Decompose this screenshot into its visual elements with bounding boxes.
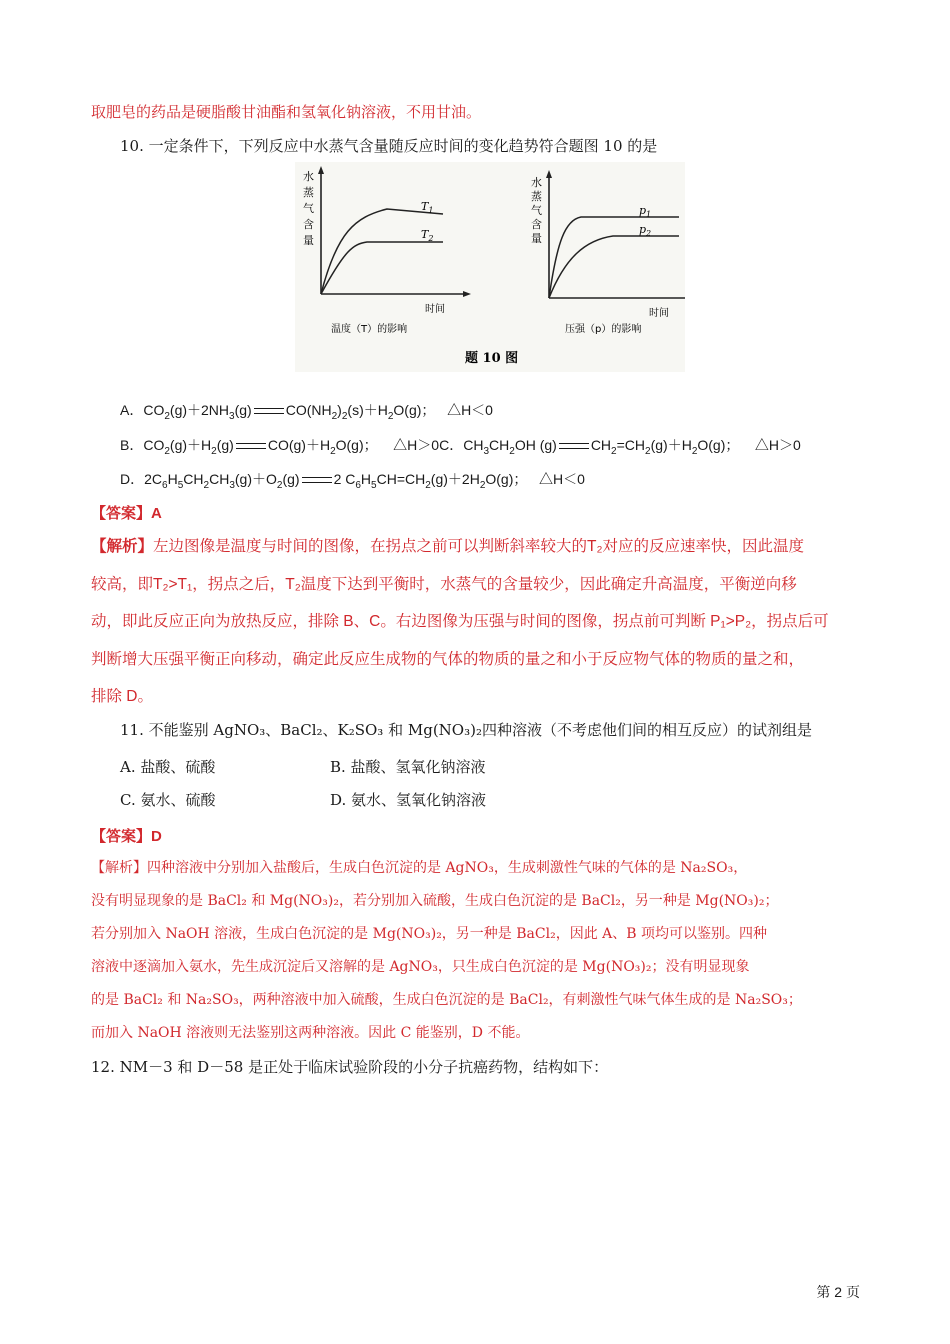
left-ylabel: 水 [303, 170, 314, 183]
q11-analysis-line-4: 溶液中逐滴加入氨水，先生成沉淀后又溶解的是 AgNO₃，只生成白色沉淀的是 Mg(NO₃)₂；没有明显现象 [91, 959, 750, 975]
svg-text:含: 含 [531, 218, 542, 231]
q10-option-a[interactable]: A．$CO_2(g)+2NH_3(g)$ $CO(NH_2)_2(s)+H_2O(g)$； △H＜0 [120, 402, 493, 422]
q11-option-a[interactable]: A. 盐酸、硫酸 [120, 758, 216, 776]
q10-analysis-line-4: 判断增大压强平衡正向移动，确定此反应生成物的气体的物质的量之和小于反应物气体的物质的量之和， [91, 650, 805, 668]
left-caption: 温度（T）的影响 [331, 324, 408, 335]
q11-analysis [91, 852, 861, 1050]
svg-text:蒸: 蒸 [303, 186, 314, 199]
right-curve1-label: $p_1$ [639, 204, 652, 219]
q11-analysis-line-3: 若分别加入 NaOH 溶液，生成白色沉淀的是 Mg(NO₃)₂，另一种是 BaCl₂，因此 A、B 项均可以鉴别。四种 [91, 926, 767, 942]
figure-title: 题 10 图 [465, 351, 519, 366]
q10-analysis-line-3: 动，即此反应正向为放热反应，排除 B、C。右边图像为压强与时间的图像，拐点前可判断 P₁>P₂，拐点后可 [91, 613, 829, 630]
svg-text:含: 含 [303, 218, 314, 231]
q10-analysis [91, 528, 861, 716]
q11-analysis-line-5: 的是 BaCl₂ 和 Na₂SO₃，两种溶液中加入硫酸，生成白色沉淀的是 BaCl₂，有刺激性气味气体生成的是 Na₂SO₃； [91, 992, 802, 1008]
q11-analysis-line-6: 而加入 NaOH 溶液则无法鉴别这两种溶液。因此 C 能鉴别，D 不能。 [91, 1025, 530, 1041]
q10-figure-graphs [295, 162, 685, 372]
q11-analysis-line-2: 没有明显现象的是 BaCl₂ 和 Mg(NO₃)₂，若分别加入硫酸，生成白色沉淀的是 BaCl₂，另一种是 Mg(NO₃)₂； [91, 893, 779, 909]
left-xlabel: 时间 [425, 304, 445, 315]
q10-stem: 10. 一定条件下，下列反应中水蒸气含量随反应时间的变化趋势符合题图 10 的是 [120, 137, 658, 155]
right-xlabel: 时间 [649, 308, 669, 319]
q11-analysis-line-1: 【解析】四种溶液中分别加入盐酸后，生成白色沉淀的是 AgNO₃，生成刺激性气味的气体的是 Na₂SO₃， [91, 860, 748, 876]
left-curve1-label: $T_1$ [421, 200, 434, 215]
q11-answer: 【答案】D [91, 828, 162, 845]
right-curve2-label: $p_2$ [639, 223, 652, 238]
q10-option-b-c[interactable]: B．$CO_2(g)+H_2(g)$ $CO(g)+H_2O(g)$； △H＞0C．$CH_3CH_2OH$ (g) $CH_2=CH_2(g)+H_2O(g)$； △H＞0 [120, 437, 801, 457]
q10-analysis-line-1: 【解析】左边图像是温度与时间的图像，在拐点之前可以判断斜率较大的T₂对应的反应速率快，因此温度 [91, 538, 805, 555]
svg-text:量: 量 [531, 232, 542, 245]
svg-text:量: 量 [303, 234, 314, 247]
q10-figure [295, 162, 685, 372]
q10-option-d[interactable]: D．$2C_6H_5CH_2CH_3(g)+O_2(g)$ 2 $C_6H_5CH=CH_2(g)+2H_2O(g)$； △H＜0 [120, 471, 585, 491]
left-curve2-label: $T_2$ [421, 228, 434, 243]
right-caption: 压强（p）的影响 [565, 324, 642, 335]
right-ylabel: 水 [531, 176, 542, 189]
svg-text:气: 气 [303, 202, 314, 215]
q10-analysis-line-5: 排除 D。 [91, 688, 154, 705]
q11-option-b[interactable]: B. 盐酸、氢氧化钠溶液 [330, 758, 486, 776]
page-number: 第 2 页 [816, 1284, 860, 1300]
q12-stem: 12. NM－3 和 D－58 是正处于临床试验阶段的小分子抗癌药物，结构如下： [91, 1058, 609, 1076]
q11-option-c[interactable]: C. 氨水、硫酸 [120, 791, 216, 809]
svg-text:蒸: 蒸 [531, 190, 542, 203]
q10-answer: 【答案】A [91, 505, 162, 522]
svg-text:气: 气 [531, 204, 542, 217]
q11-stem: 11. 不能鉴别 AgNO₃、BaCl₂、K₂SO₃ 和 Mg(NO₃)₂四种溶液（不考虑他们间的相互反应）的试剂组是 [120, 721, 812, 739]
q11-option-d[interactable]: D. 氨水、氢氧化钠溶液 [330, 791, 487, 809]
intro-text: 取肥皂的药品是硬脂酸甘油酯和氢氧化钠溶液，不用甘油。 [91, 103, 482, 121]
q10-analysis-line-2: 较高，即T₂>T₁，拐点之后，T₂温度下达到平衡时，水蒸气的含量较少，因此确定升高温度，平衡逆向移 [91, 575, 797, 593]
